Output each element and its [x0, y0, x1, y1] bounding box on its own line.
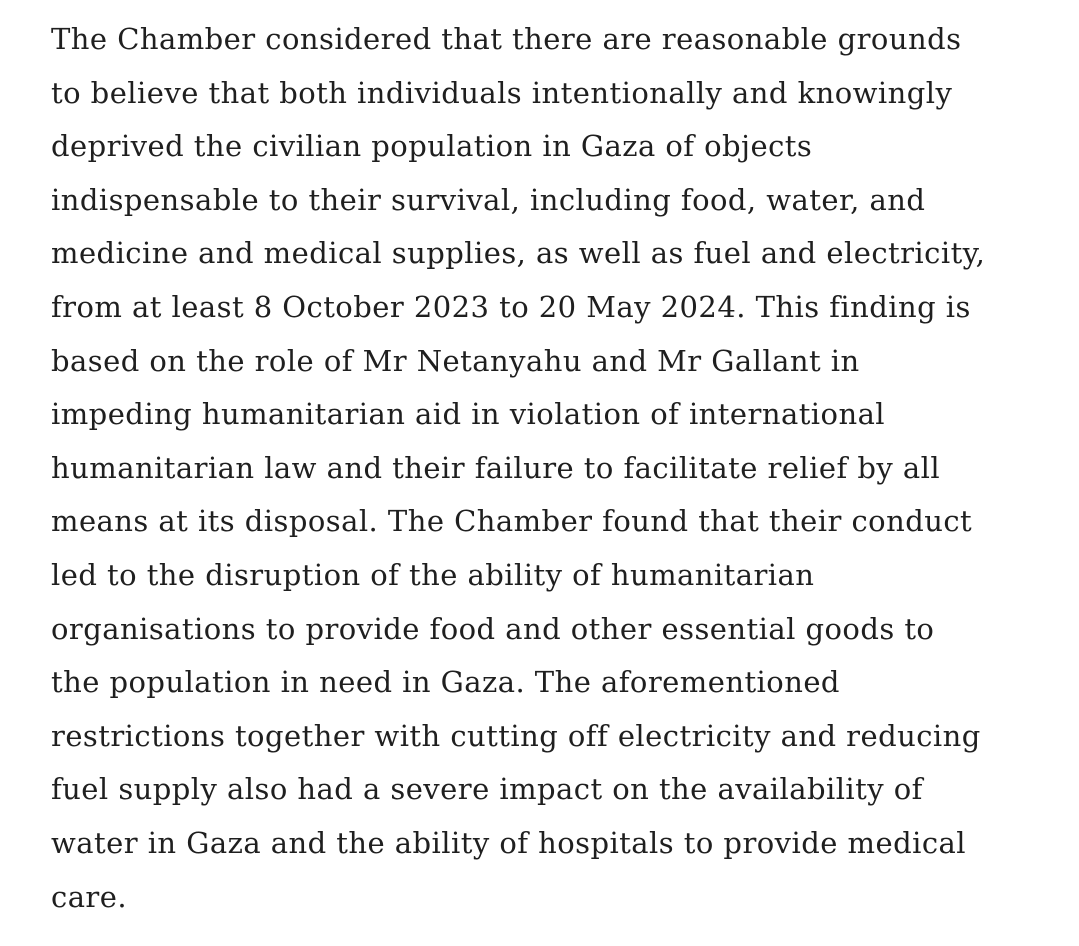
article-paragraph	[51, 13, 1051, 924]
paragraph-line: based on the role of Mr Netanyahu and Mr Gallant in	[51, 343, 860, 378]
paragraph-line: indispensable to their survival, including food, water, and	[51, 182, 926, 217]
paragraph-line: The Chamber considered that there are reasonable grounds	[51, 22, 962, 56]
paragraph-line: water in Gaza and the ability of hospitals to provide medical	[51, 825, 966, 860]
paragraph-line: impeding humanitarian aid in violation of international	[51, 397, 886, 432]
paragraph-line: organisations to provide food and other essential goods to	[51, 611, 935, 646]
paragraph-line: from at least 8 October 2023 to 20 May 2024. This finding is	[51, 289, 971, 324]
paragraph-line: means at its disposal. The Chamber found that their conduct	[51, 504, 973, 539]
paragraph-line: deprived the civilian population in Gaza of objects	[51, 129, 813, 164]
paragraph-line: led to the disruption of the ability of humanitarian	[51, 557, 815, 592]
paragraph-line: restrictions together with cutting off electricity and reducing	[51, 718, 981, 753]
paragraph-line: fuel supply also had a severe impact on the availability of	[51, 772, 923, 807]
paragraph-line: medicine and medical supplies, as well as fuel and electricity,	[51, 236, 986, 271]
paragraph-line: to believe that both individuals intentionally and knowingly	[51, 75, 953, 110]
paragraph-line: humanitarian law and their failure to facilitate relief by all	[51, 450, 941, 485]
paragraph-line: care.	[51, 879, 128, 914]
paragraph-line: the population in need in Gaza. The aforementioned	[51, 665, 840, 700]
